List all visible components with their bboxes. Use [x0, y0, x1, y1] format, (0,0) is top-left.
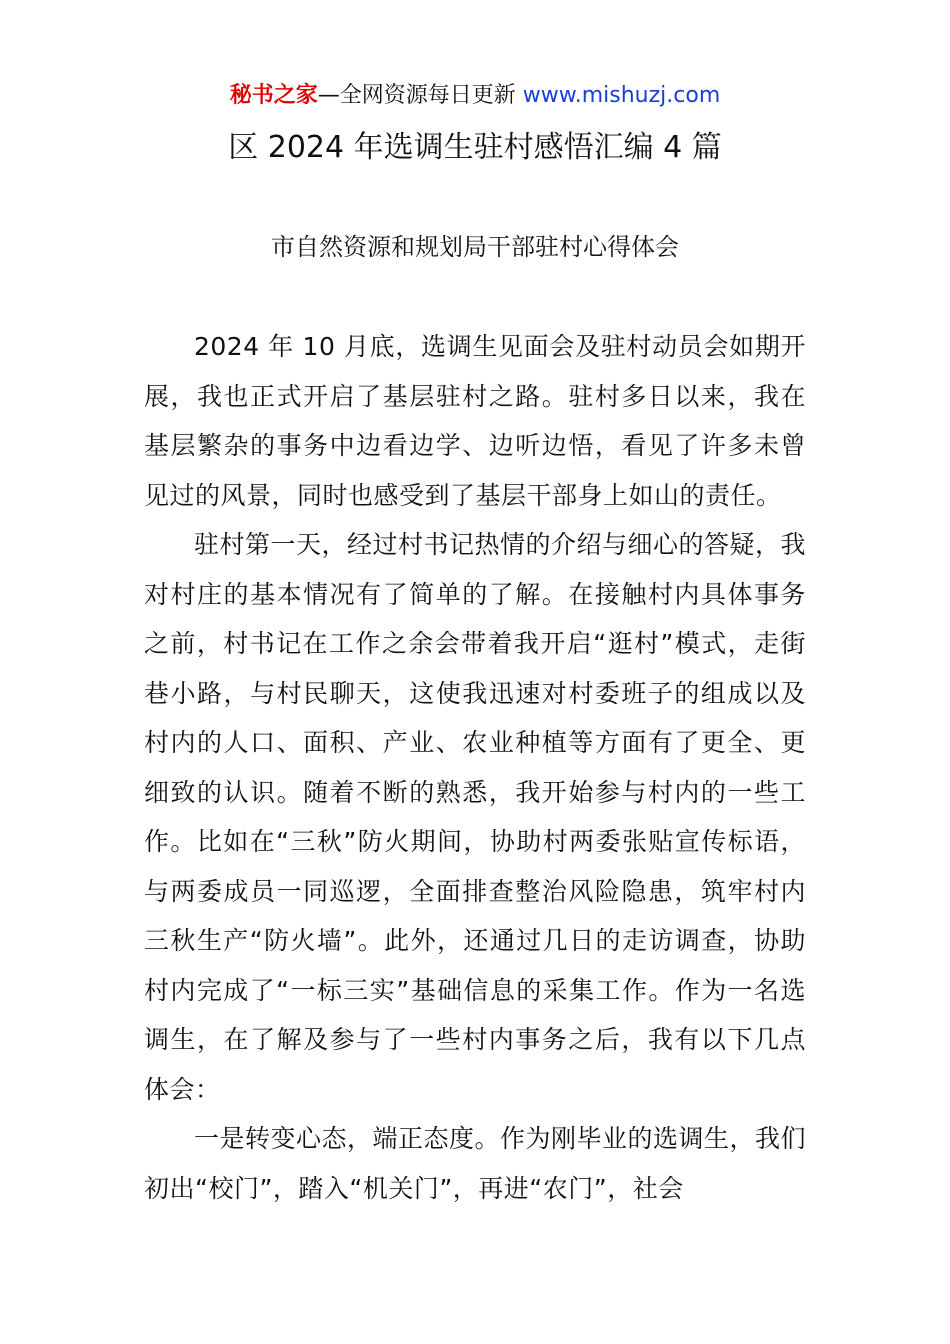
site-url-link[interactable]: www.mishuzj.com [522, 83, 721, 108]
site-name: 秘书之家 [229, 83, 318, 108]
body-paragraph: 2024 年 10 月底，选调生见面会及驻村动员会如期开展，我也正式开启了基层驻村之路。驻村多日以来，我在基层繁杂的事务中边看边学、边听边悟，看见了许多未曾见过的风景，同时也感受到了基层干部身上如山的责任。 [144, 332, 806, 510]
site-tagline: —全网资源每日更新 [317, 83, 523, 108]
document-body [144, 322, 806, 1213]
body-paragraph: 驻村第一天，经过村书记热情的介绍与细心的答疑，我对村庄的基本情况有了简单的了解。在接触村内具体事务之前，村书记在工作之余会带着我开启“逛村”模式，走街巷小路，与村民聊天，这使我迅速对村委班子的组成以及村内的人口、面积、产业、农业种植等方面有了更全、更细致的认识。随着不断的熟悉，我开始参与村内的一些工作。比如在“三秋”防火期间，协助村两委张贴宣传标语，与两委成员一同巡逻，全面排查整治风险隐患，筑牢村内三秋生产“防火墙”。此外，还通过几日的走访调查，协助村内完成了“一标三实”基础信息的采集工作。作为一名选调生，在了解及参与了一些村内事务之后，我有以下几点体会： [144, 530, 807, 1104]
body-paragraph: 一是转变心态，端正态度。作为刚毕业的选调生，我们初出“校门”，踏入“机关门”，再进“农门”，社会 [144, 1124, 807, 1203]
section-title: 市自然资源和规划局干部驻村心得体会 [271, 233, 679, 261]
document-title: 区 2024 年选调生驻村感悟汇编 4 篇 [228, 130, 722, 165]
site-header [0, 80, 950, 112]
